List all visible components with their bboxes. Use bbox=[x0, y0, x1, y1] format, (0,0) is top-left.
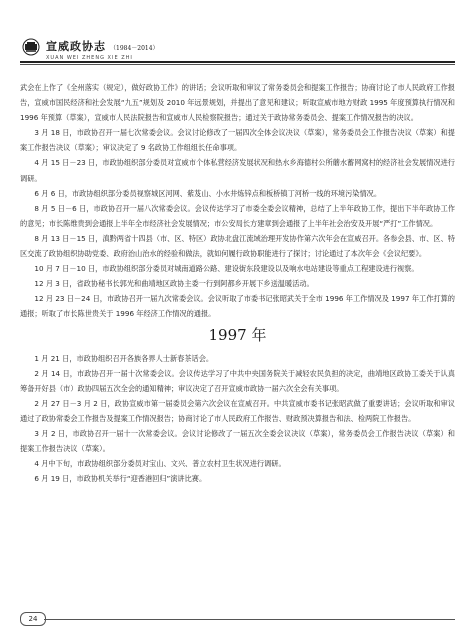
cppcc-emblem-icon bbox=[20, 38, 42, 56]
footer-rule bbox=[44, 619, 455, 620]
page-header bbox=[0, 0, 475, 60]
chronicle-entry: 武会在上作了《全州落实（规定），做好政协工作》的讲话；会议听取和审议了常务委员会和提案工作报告；协商讨论了市人民政府工作报告，宣威市国民经济和社会发展“九五”规划及 2010 年远景规划，并提出了意见和建议；听取宣威市地方财政 1995 年度预算执行情况和 1996 年预算（草案），宣威市人民法院报告和宣威市人民检察院报告；通过关于政协常务委员会、提案工作情况报告的决议。 bbox=[20, 83, 455, 123]
title-text: 宣威政协志 bbox=[46, 40, 106, 53]
year-heading: 1997 年 bbox=[208, 325, 267, 344]
chronicle-entry: 3 月 18 日，市政协召开一届七次常委会议。会议讨论修改了一届四次全体会议决议（草案），常务委员会工作报告决议（草案）和提案工作报告决议（草案）；审议决定了 9 名政协工作组组长任命事项。 bbox=[20, 128, 455, 153]
chronicle-entry: 8 月 5 日－6 日，市政协召开一届八次常委会议。会议传达学习了市委全委会议精神，总结了上半年政协工作，提出下半年政协工作的意见；市长陈维贵到会通报上半年全市经济社会发展情况；市公安局长方建章到会通报了上半年社会治安及开展“严打”工作情况。 bbox=[20, 203, 455, 228]
chronicle-1997-section bbox=[20, 351, 455, 487]
chronicle-entry: 12 月 23 日－24 日，市政协召开一届九次常委会议。会议听取了市委书记张昭武关于全市 1996 年工作情况及 1997 年工作打算的通报；听取了市长陈世贵关于 1996 年经济工作情况的通报。 bbox=[20, 294, 455, 319]
title-pinyin: XUAN WEI ZHENG XIE ZHI bbox=[46, 55, 133, 61]
chronicle-1996-section bbox=[20, 80, 455, 322]
page-number: 24 bbox=[20, 612, 46, 626]
title-line bbox=[46, 38, 159, 54]
chronicle-entry: 8 月 13 日－15 日，滇黔两省十四县（市、区、特区）政协北盘江流域治理开发协作第六次年会在宣威召开。各参会县、市、区、特区交流了政协组织协助党委、政府治山治水的经验和做法，就如何履行政协职能进行了探讨；讨论通过了本次年会《会议纪要》。 bbox=[20, 233, 455, 259]
chronicle-entry: 1 月 21 日，市政协组织召开各族各界人士新春茶话会。 bbox=[34, 353, 214, 363]
header-rule-thick bbox=[20, 61, 455, 63]
title-years: （1984－2014） bbox=[110, 45, 159, 52]
chronicle-entry: 2 月 27 日－3 月 2 日，政协宣威市第一届委员会第六次会议在宣威召开。中共宣威市委书记张昭武做了重要讲话；会议听取和审议通过了政协常委会工作报告及提案工作情况报告；协商讨论了市人民政府工作报告、财政预决算报告和法、检两院工作报告。 bbox=[20, 398, 455, 423]
chronicle-entry: 10 月 7 日－10 日，市政协组织部分委员对城南道路公路、建设街东段建设以及响水电站建设等重点工程建设进行视察。 bbox=[34, 264, 419, 274]
chronicle-entry: 4 月 15 日－23 日，市政协组织部分委员对宣威市个体私营经济发展状况和热水乡海德村公所蘑水蓄网窝村的经济社会发展情况进行调研。 bbox=[20, 158, 455, 183]
chronicle-entry: 4 月中下旬，市政协组织部分委员对宝山、文兴、普立农村卫生状况进行调研。 bbox=[34, 459, 286, 469]
chronicle-entry: 12 月 3 日，省政协秘书长郭光和曲靖地区政协主委一行到阿都乡开展下乡送温暖活动。 bbox=[34, 279, 314, 289]
chronicle-entry: 6 月 19 日，市政协机关举行“迎香港回归”演讲比赛。 bbox=[34, 474, 207, 484]
page-content bbox=[20, 80, 455, 486]
chronicle-entry: 3 月 2 日，市政协召开一届十一次常委会议。会议讨论修改了一届五次全委会议决议（草案），常务委员会工作报告决议（草案）和提案工作报告决议（草案）。 bbox=[20, 429, 455, 454]
chronicle-entry: 2 月 14 日，市政协召开一届十次常委会议。会议传达学习了中共中央国务院关于减轻农民负担的决定，曲靖地区政协工委关于认真筹备开好县（市）政协四届五次全会的通知精神；审议决定了召开宣威市政协一届六次全会有关事项。 bbox=[20, 368, 455, 393]
header-rule-thin bbox=[20, 64, 455, 65]
publication-title bbox=[46, 38, 159, 61]
chronicle-entry: 6 月 6 日，市政协组织部分委员视察城区河网、紫芨山、小水井炼锌点和板桥镇丁河桥一线的环境污染情况。 bbox=[34, 188, 382, 198]
